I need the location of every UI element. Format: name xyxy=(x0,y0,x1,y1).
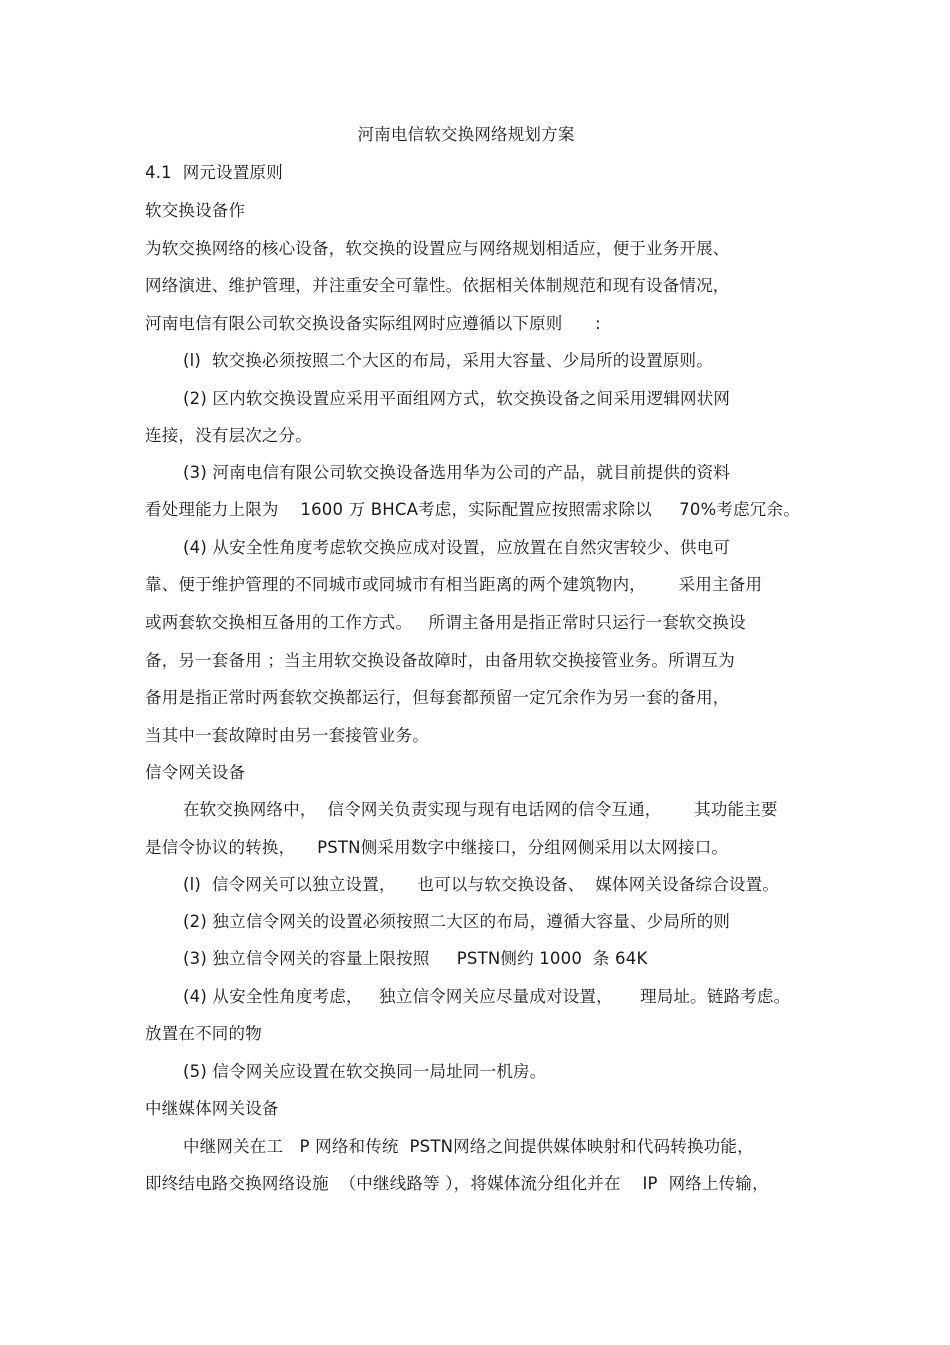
subsection-heading: 软交换设备作 xyxy=(145,201,246,220)
text-line: 看处理能力上限为 1600 万 BHCA考虑，实际配置应按照需求除以 70%考虑冗余。 xyxy=(145,500,800,519)
subsection-heading: 中继媒体网关设备 xyxy=(145,1099,279,1118)
subsection-heading: 信令网关设备 xyxy=(145,763,246,782)
list-item: (l) 信令网关可以独立设置， 也可以与软交换设备、 媒体网关设备综合设置。 xyxy=(183,875,780,894)
text-line: 备，另一套备用 ；当主用软交换设备故障时，由备用软交换接管业务。所谓互为 xyxy=(145,651,735,670)
list-item: (2) 独立信令网关的设置必须按照二大区的布局，遵循大容量、少局所的则 xyxy=(183,912,731,931)
text-line: 为软交换网络的核心设备，软交换的设置应与网络规划相适应，便于业务开展、 xyxy=(145,239,730,258)
text-line: 河南电信有限公司软交换设备实际组网时应遵循以下原则 : xyxy=(145,314,601,333)
text-line: 当其中一套故障时由另一套接管业务。 xyxy=(145,726,429,745)
text-line: 网络演进、维护管理，并注重安全可靠性。依据相关体制规范和现有设备情况， xyxy=(145,276,730,295)
list-item: (3) 河南电信有限公司软交换设备选用华为公司的产品，就目前提供的资料 xyxy=(183,463,731,482)
list-item: (4) 从安全性角度考虑， 独立信令网关应尽量成对设置， 理局址。链路考虑。 xyxy=(183,987,791,1006)
document-title: 河南电信软交换网络规划方案 xyxy=(357,125,575,144)
text-line: 在软交换网络中， 信令网关负责实现与现有电话网的信令互通， 其功能主要 xyxy=(183,800,778,819)
list-item: (5) 信令网关应设置在软交换同一局址同一机房。 xyxy=(183,1062,547,1081)
list-item: (4) 从安全性角度考虑软交换应成对设置，应放置在自然灾害较少、供电可 xyxy=(183,538,731,557)
text-line: 即终结电路交换网络设施 （中继线路等 ），将媒体流分组化并在 IP 网络上传输， xyxy=(145,1174,769,1193)
text-line: 备用是指正常时两套软交换都运行，但每套都预留一定冗余作为另一套的备用， xyxy=(145,688,730,707)
text-line: 或两套软交换相互备用的工作方式。 所谓主备用是指正常时只运行一套软交换设 xyxy=(145,613,746,632)
text-line: 中继网关在工 P 网络和传统 PSTN网络之间提供媒体映射和代码转换功能， xyxy=(183,1137,754,1156)
text-line: 连接，没有层次之分。 xyxy=(145,426,312,445)
list-item: (2) 区内软交换设置应采用平面组网方式，软交换设备之间采用逻辑网状网 xyxy=(183,389,731,408)
text-line: 放置在不同的物 xyxy=(145,1024,262,1043)
text-line: 靠、便于维护管理的不同城市或同城市有相当距离的两个建筑物内， 采用主备用 xyxy=(145,575,763,594)
list-item: (3) 独立信令网关的容量上限按照 PSTN侧约 1000 条 64K xyxy=(183,949,648,968)
text-line: 是信令协议的转换， PSTN侧采用数字中继接口，分组网侧采用以太网接口。 xyxy=(145,838,729,857)
section-heading: 4.1 网元设置原则 xyxy=(145,163,283,182)
list-item: (l) 软交换必须按照二个大区的布局，采用大容量、少局所的设置原则。 xyxy=(183,351,713,370)
